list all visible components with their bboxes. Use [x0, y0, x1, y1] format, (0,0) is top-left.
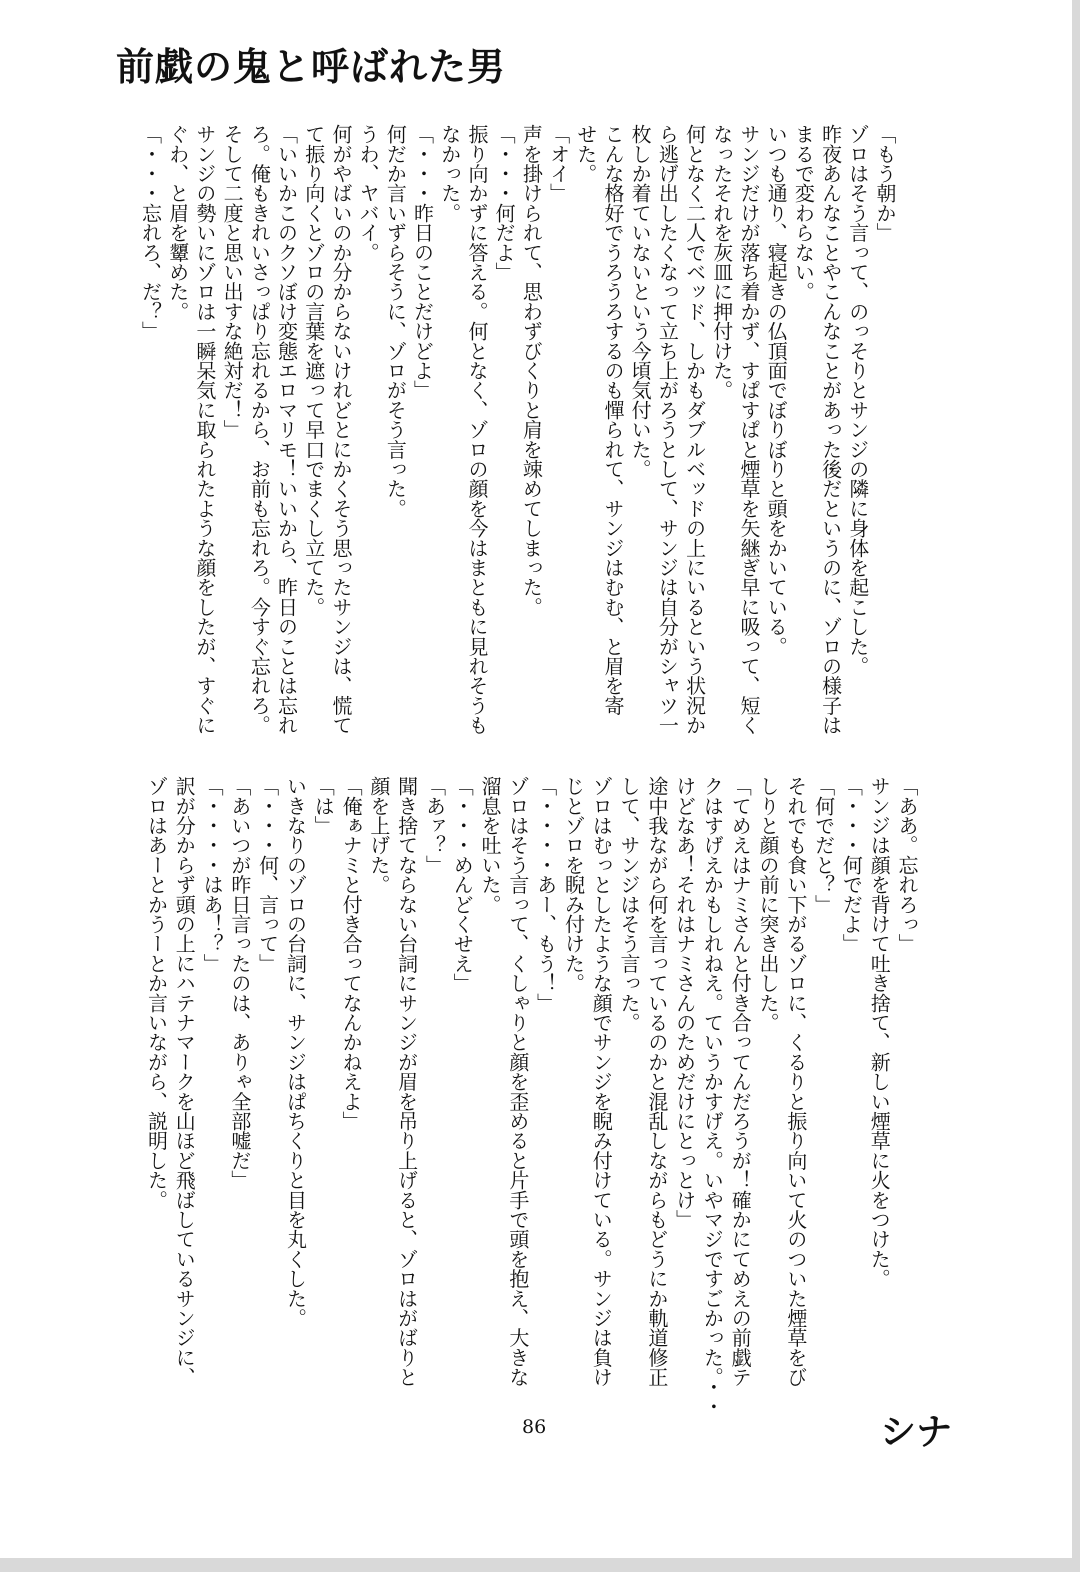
text-column: して、サンジはそう言った。 [617, 776, 642, 1033]
scan-edge-bottom [0, 1558, 1080, 1572]
text-column: クはすげえかもしれねえ。ていうかすげえ。いやマジですごかった。・・ [700, 776, 725, 1417]
text-column: 「・・・何だよ」 [492, 124, 517, 282]
text-column: サンジは顔を背けて吐き捨て、新しい煙草に火をつけた。 [867, 776, 892, 1289]
text-column: 「・・・忘れろ、だ？」 [138, 124, 163, 341]
text-column: 「あァ？」 [422, 776, 447, 875]
text-column: ら逃げ出したくなって立ち上がろうとして、サンジは自分がシャツ一 [655, 124, 680, 735]
text-column: 「いいかこのクソぼけ変態エロマリモ！いいから、昨日のことは忘れ [274, 124, 299, 735]
text-column: 「もう朝か」 [873, 124, 897, 243]
text-column: 「てめえはナミさんと付き合ってんだろうが！確かにてめえの前戯テ [728, 776, 753, 1387]
text-column: 「・・・・あー、もう！」 [533, 776, 558, 1013]
page-number: 86 [522, 1416, 547, 1438]
text-column: ゾロはそう言って、のっそりとサンジの隣に身体を起こした。 [845, 124, 870, 676]
text-column: 「・・・めんどくせえ」 [450, 776, 475, 993]
text-column: いつも通り、寝起きの仏頂面でぼりぼりと頭をかいている。 [764, 124, 789, 656]
text-column: ゾロはそう言って、くしゃりと顔を歪めると片手で頭を抱え、大きな [505, 776, 530, 1387]
text-column: 声を掛けられて、思わずびくりと肩を竦めてしまった。 [519, 124, 544, 617]
text-column: それでも食い下がるゾロに、くるりと振り向いて火のついた煙草をび [783, 776, 808, 1387]
text-column: サンジだけが落ち着かず、すぱすぱと煙草を矢継ぎ早に吸って、短く [736, 124, 761, 735]
text-column: 何だか言いずらそうに、ゾロがそう言った。 [383, 124, 408, 519]
text-column: 「・・・何、言って」 [255, 776, 280, 974]
text-column: 「は」 [311, 776, 336, 836]
text-column: 「俺ぁナミと付き合ってなんかねえよ」 [339, 776, 364, 1131]
text-column: うわ、ヤバイ。 [356, 124, 381, 262]
text-column: ゾロはあーとかうーとか言いながら、説明した。 [144, 776, 169, 1210]
text-column: いきなりのゾロの台詞に、サンジはぱちくりと目を丸くした。 [283, 776, 308, 1328]
text-block-top [136, 124, 898, 754]
text-column: こんな格好でうろうろするのも憚られて、サンジはむむ、と眉を寄 [600, 124, 625, 716]
text-column: 何となく二人でベッド、しかもダブルベッドの上にいるという状況か [682, 124, 707, 735]
scan-edge-right [1072, 0, 1080, 1572]
text-column: ろ。俺もきれいさっぱり忘れるから、お前も忘れろ。今すぐ忘れろ。 [247, 124, 272, 735]
text-column: 「あいつが昨日言ったのは、ありゃ全部嘘だ」 [227, 776, 252, 1190]
author-name: シナ [880, 1412, 953, 1453]
text-column: なったそれを灰皿に押付けた。 [709, 124, 734, 400]
text-column: ゾロはむっとしたような顔でサンジを睨み付けている。サンジは負け [589, 776, 614, 1387]
text-column: 「オイ」 [546, 124, 571, 203]
text-column: そして二度と思い出すな絶対だ！」 [220, 124, 245, 440]
text-column: せた。 [573, 124, 598, 184]
text-column: 顔を上げた。 [366, 776, 391, 895]
text-column: サンジの勢いにゾロは一瞬呆気に取られたような顔をしたが、すぐに [192, 124, 217, 735]
text-column: 溜息を吐いた。 [478, 776, 503, 914]
text-column: 「ああ。忘れろっ」 [895, 776, 919, 954]
text-column: て振り向くとゾロの言葉を遮って早口でまくし立てた。 [301, 124, 326, 617]
text-column: しりと顔の前に突き出した。 [756, 776, 781, 1033]
text-column: なかった。 [437, 124, 462, 223]
text-column: ぐわ、と眉を顰めた。 [165, 124, 190, 322]
text-column: 何がやばいのか分からないけれどとにかくそう思ったサンジは、慌て [328, 124, 353, 735]
text-column: 振り向かずに答える。何となく、ゾロの顔を今はまともに見れそうも [464, 124, 489, 735]
text-column: けどなあ！それはナミさんのためだけにとっとけ」 [672, 776, 697, 1230]
text-column: 「・・・・はあ！？」 [200, 776, 225, 974]
text-column: 昨夜あんなことやこんなことがあった後だというのに、ゾロの様子は [818, 124, 843, 735]
text-block-bottom [142, 776, 920, 1416]
text-column: 「何でだと？」 [811, 776, 836, 914]
text-column: 「・・・何でだよ」 [839, 776, 864, 954]
text-column: じとゾロを睨み付けた。 [561, 776, 586, 993]
text-column: 訳が分からず頭の上にハテナマークを山ほど飛ばしているサンジに、 [172, 776, 197, 1387]
text-column: 聞き捨てならない台詞にサンジが眉を吊り上げると、ゾロはがばりと [394, 776, 419, 1387]
text-column: 「・・・昨日のことだけどよ」 [410, 124, 435, 400]
story-title: 前戯の鬼と呼ばれた男 [116, 45, 507, 89]
text-column: まるで変わらない。 [791, 124, 816, 302]
text-column: 途中我ながら何を言っているのかと混乱しながらもどうにか軌道修正 [644, 776, 669, 1387]
text-column: 枚しか着ていないという今頃気付いた。 [628, 124, 653, 479]
